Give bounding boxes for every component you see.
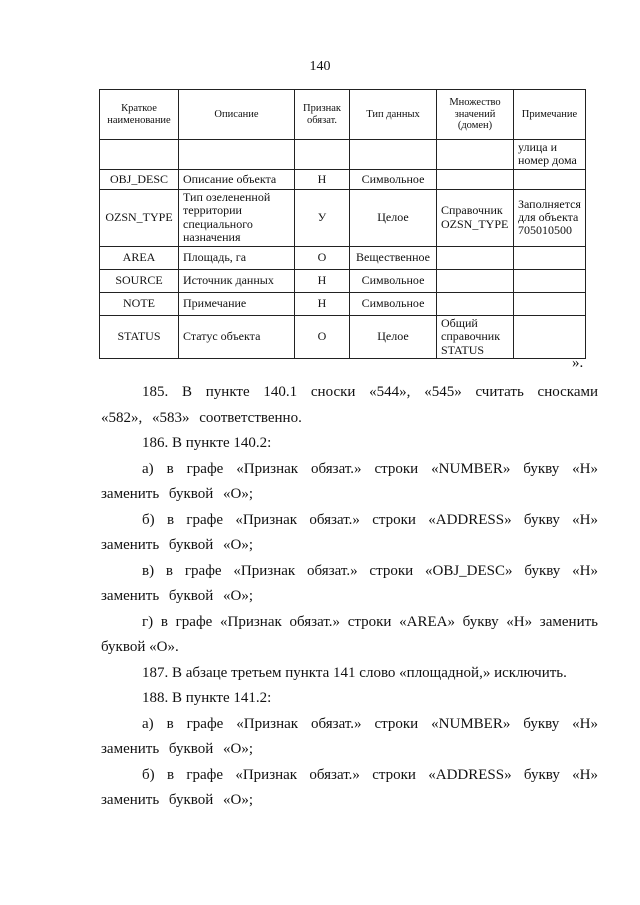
table-cell: Заполняется для объекта 705010500 <box>514 189 586 246</box>
table-cell: OZSN_TYPE <box>100 189 179 246</box>
table-cell: Целое <box>350 189 437 246</box>
table-cell <box>437 292 514 315</box>
paragraph-186-b: б) в графе «Признак обязат.» строки «ADDRESS» букву «Н» заменить буквой «О»; <box>101 511 598 553</box>
paragraph-185: 185. В пункте 140.1 сноски «544», «545» считать сносками «582», «583» соответственно. <box>101 384 598 426</box>
table-cell: У <box>295 189 350 246</box>
table-cell <box>514 292 586 315</box>
table-cell: NOTE <box>100 292 179 315</box>
table-cell: AREA <box>100 246 179 269</box>
table-cell <box>179 140 295 170</box>
closing-quote: ». <box>572 355 584 371</box>
header-data-type: Тип данных <box>350 90 437 140</box>
table-cell <box>437 246 514 269</box>
table-cell: Описание объекта <box>179 169 295 189</box>
header-required-flag: Признак обязат. <box>295 90 350 140</box>
table-header-row <box>100 90 586 140</box>
table-row <box>100 189 586 246</box>
table-cell: Тип озелененной территории специального назначения <box>179 189 295 246</box>
table-cell: Символьное <box>350 269 437 292</box>
table-cell: OBJ_DESC <box>100 169 179 189</box>
table-row <box>100 292 586 315</box>
table-cell <box>514 169 586 189</box>
paragraph-186-g: г) в графе «Признак обязат.» строки «AREA» букву «Н» заменить буквой «О». <box>101 613 598 655</box>
table-cell: улица и номер дома <box>514 140 586 170</box>
table-cell: Справочник OZSN_TYPE <box>437 189 514 246</box>
table-cell <box>437 140 514 170</box>
table-cell <box>514 246 586 269</box>
table-cell: Н <box>295 292 350 315</box>
table-cell <box>437 269 514 292</box>
document-body <box>101 380 598 814</box>
table-cell: Н <box>295 169 350 189</box>
table-cell: Общий справочник STATUS <box>437 315 514 358</box>
paragraph-188-b: б) в графе «Признак обязат.» строки «ADDRESS» букву «Н» заменить буквой «О»; <box>101 766 598 808</box>
table-cell: SOURCE <box>100 269 179 292</box>
table-cell: Н <box>295 269 350 292</box>
paragraph-186-a: а) в графе «Признак обязат.» строки «NUMBER» букву «Н» заменить буквой «О»; <box>101 460 598 502</box>
paragraph-188-a: а) в графе «Признак обязат.» строки «NUMBER» букву «Н» заменить буквой «О»; <box>101 715 598 757</box>
table-cell: О <box>295 315 350 358</box>
table-cell: Статус объекта <box>179 315 295 358</box>
data-table <box>99 89 586 359</box>
page-number: 140 <box>309 59 331 74</box>
header-description: Описание <box>179 90 295 140</box>
table-cell: Источник данных <box>179 269 295 292</box>
header-note: Примечание <box>514 90 586 140</box>
table-cell: STATUS <box>100 315 179 358</box>
table-cell: Площадь, га <box>179 246 295 269</box>
table-row <box>100 169 586 189</box>
table-cell <box>437 169 514 189</box>
header-value-domain: Множество значений (домен) <box>437 90 514 140</box>
table-cell <box>514 315 586 358</box>
table-cell <box>100 140 179 170</box>
table-cell: Вещественное <box>350 246 437 269</box>
table-cell <box>295 140 350 170</box>
table-cell: О <box>295 246 350 269</box>
table-cell: Символьное <box>350 292 437 315</box>
table-row <box>100 315 586 358</box>
table-row <box>100 140 586 170</box>
paragraph-187: 187. В абзаце третьем пункта 141 слово «площадной,» исключить. <box>142 664 567 681</box>
paragraph-188: 188. В пункте 141.2: <box>142 690 272 706</box>
table-cell <box>350 140 437 170</box>
table-cell <box>514 269 586 292</box>
table-row <box>100 246 586 269</box>
paragraph-186-v: в) в графе «Признак обязат.» строки «OBJ_DESC» букву «Н» заменить буквой «О»; <box>101 562 598 604</box>
paragraph-186: 186. В пункте 140.2: <box>142 435 272 451</box>
table-cell: Символьное <box>350 169 437 189</box>
table-cell: Примечание <box>179 292 295 315</box>
table-row <box>100 269 586 292</box>
header-short-name: Краткое наименование <box>100 90 179 140</box>
table-cell: Целое <box>350 315 437 358</box>
